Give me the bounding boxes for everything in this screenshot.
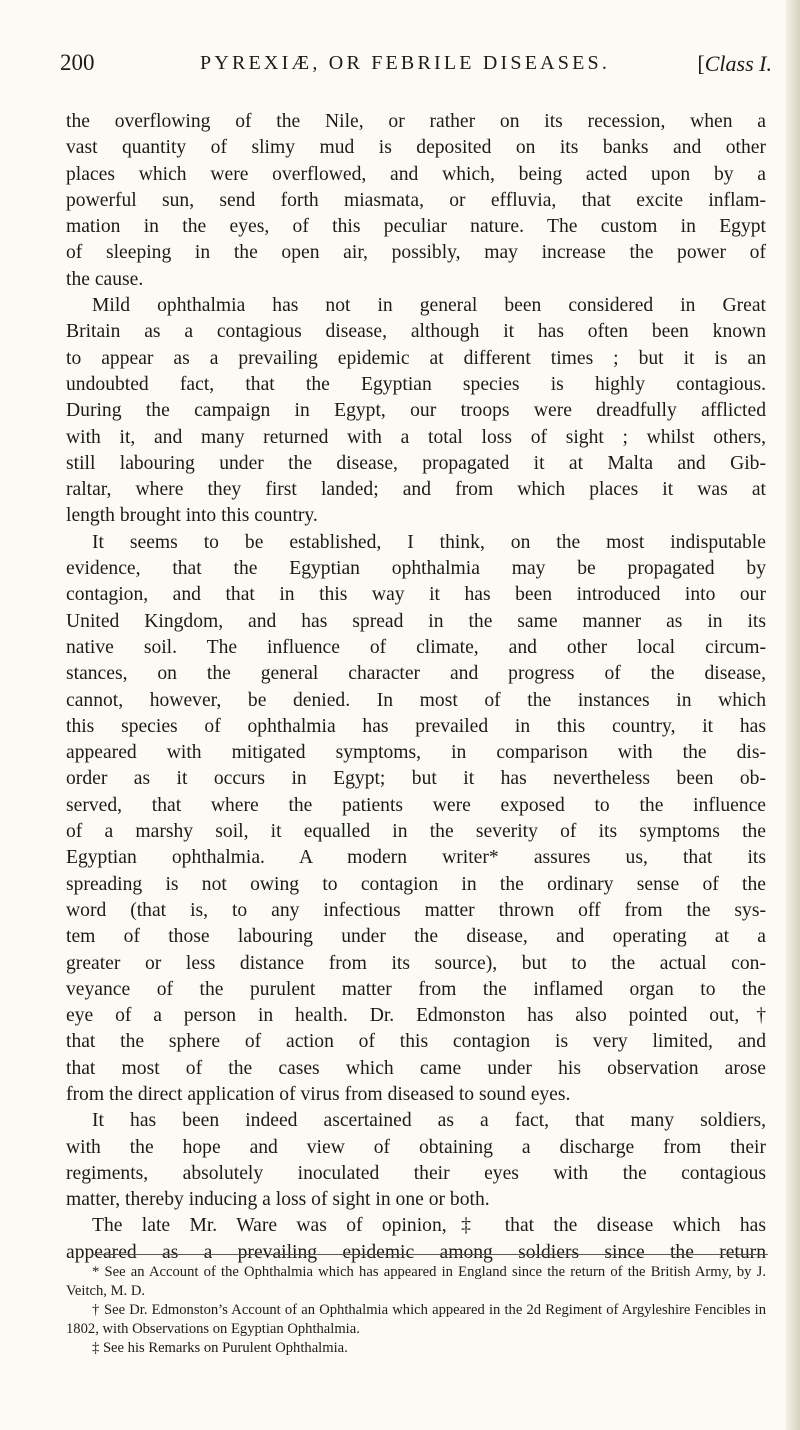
text-line: It seems to be established, I think, on the most indisputable bbox=[92, 531, 766, 553]
text-line: native soil. The influence of climate, and other local circum- bbox=[66, 636, 766, 658]
page-header bbox=[60, 50, 772, 84]
footnote-rule bbox=[92, 1254, 768, 1255]
text-line: powerful sun, send forth miasmata, or effluvia, that excite inflam- bbox=[66, 189, 766, 211]
text-line: stances, on the general character and progress of the disease, bbox=[66, 663, 766, 685]
text-line: The late Mr. Ware was of opinion,‡ that the disease which has bbox=[92, 1215, 766, 1237]
text-line: raltar, where they first landed; and from which places it was at bbox=[66, 479, 766, 501]
text-line: from the direct application of virus from diseased to sound eyes. bbox=[66, 1083, 571, 1105]
class-label-text: Class I. bbox=[704, 51, 772, 76]
text-line: served, that where the patients were exposed to the influence bbox=[66, 794, 766, 816]
running-title: PYREXIÆ, OR FEBRILE DISEASES. bbox=[200, 52, 611, 74]
class-bracket: [ bbox=[697, 51, 705, 76]
text-line: matter, thereby inducing a loss of sight in one or both. bbox=[66, 1189, 490, 1211]
text-line: tem of those labouring under the disease, and operating at a bbox=[66, 926, 766, 948]
text-line: to appear as a prevailing epidemic at different times ; but it is an bbox=[66, 347, 766, 369]
text-line: the cause. bbox=[66, 268, 144, 290]
text-line: places which were overflowed, and which, being acted upon by a bbox=[66, 163, 766, 185]
text-line: the overflowing of the Nile, or rather on its recession, when a bbox=[66, 111, 766, 132]
text-line: mation in the eyes, of this peculiar nature. The custom in Egypt bbox=[66, 216, 766, 238]
text-line: veyance of the purulent matter from the inflamed organ to the bbox=[66, 978, 766, 1000]
footnote: ‡ See his Remarks on Purulent Ophthalmia. bbox=[92, 1340, 348, 1356]
text-line: appeared as a prevailing epidemic among soldiers since the return bbox=[66, 1241, 766, 1263]
text-line: with it, and many returned with a total loss of sight ; whilst others, bbox=[66, 426, 766, 448]
page-edge-shadow bbox=[786, 0, 800, 1430]
text-line: vast quantity of slimy mud is deposited on its banks and other bbox=[66, 137, 766, 159]
paragraph bbox=[66, 1108, 766, 1213]
text-line: United Kingdom, and has spread in the same manner as in its bbox=[66, 610, 766, 632]
text-line: regiments, absolutely inoculated their eyes with the contagious bbox=[66, 1162, 766, 1184]
text-line: this species of ophthalmia has prevailed in this country, it has bbox=[66, 715, 766, 737]
page-number: 200 bbox=[60, 50, 95, 75]
text-line: undoubted fact, that the Egyptian species is highly contagious. bbox=[66, 373, 766, 395]
text-line: with the hope and view of obtaining a discharge from their bbox=[66, 1136, 766, 1158]
paragraph bbox=[66, 109, 766, 293]
text-line: that most of the cases which came under his observation arose bbox=[66, 1057, 766, 1079]
footnotes bbox=[66, 1263, 766, 1358]
text-line: word (that is, to any infectious matter thrown off from the sys- bbox=[66, 899, 766, 921]
text-line: that the sphere of action of this contagion is very limited, and bbox=[66, 1031, 766, 1053]
text-line: It has been indeed ascertained as a fact, that many soldiers, bbox=[92, 1110, 766, 1132]
text-line: Egyptian ophthalmia. A modern writer* assures us, that its bbox=[66, 847, 766, 869]
text-line: still labouring under the disease, propagated it at Malta and Gib- bbox=[66, 452, 766, 474]
text-line: of sleeping in the open air, possibly, may increase the power of bbox=[66, 242, 766, 264]
text-line: Britain as a contagious disease, although it has often been known bbox=[66, 321, 766, 343]
text-line: eye of a person in health. Dr. Edmonston has also pointed out,† bbox=[66, 1005, 766, 1027]
footnote: † See Dr. Edmonston’s Account of an Ophthalmia which appeared in the 2d Regiment of Argyleshire Fencibles in 1802, with Observations on Egyptian Ophthalmia. bbox=[66, 1302, 766, 1337]
footnote: * See an Account of the Ophthalmia which has appeared in England since the return of the British Army, by J. Veitch, M. D. bbox=[66, 1264, 766, 1299]
text-line: greater or less distance from its source), but to the actual con- bbox=[66, 952, 766, 974]
text-line: cannot, however, be denied. In most of the instances in which bbox=[66, 689, 766, 711]
text-line: appeared with mitigated symptoms, in comparison with the dis- bbox=[66, 742, 766, 764]
text-line: of a marshy soil, it equalled in the severity of its symptoms the bbox=[66, 821, 766, 843]
paragraph bbox=[66, 293, 766, 530]
paragraph bbox=[66, 1213, 766, 1266]
text-line: spreading is not owing to contagion in the ordinary sense of the bbox=[66, 873, 766, 895]
paragraph bbox=[66, 530, 766, 1109]
text-line: contagion, and that in this way it has been introduced into our bbox=[66, 584, 766, 606]
body-text bbox=[66, 109, 766, 1266]
class-label bbox=[697, 51, 772, 77]
text-line: order as it occurs in Egypt; but it has nevertheless been ob- bbox=[66, 768, 766, 790]
text-line: During the campaign in Egypt, our troops were dreadfully afflicted bbox=[66, 400, 766, 422]
text-line: evidence, that the Egyptian ophthalmia may be propagated by bbox=[66, 558, 766, 580]
text-line: Mild ophthalmia has not in general been considered in Great bbox=[92, 295, 766, 317]
text-line: length brought into this country. bbox=[66, 505, 318, 527]
